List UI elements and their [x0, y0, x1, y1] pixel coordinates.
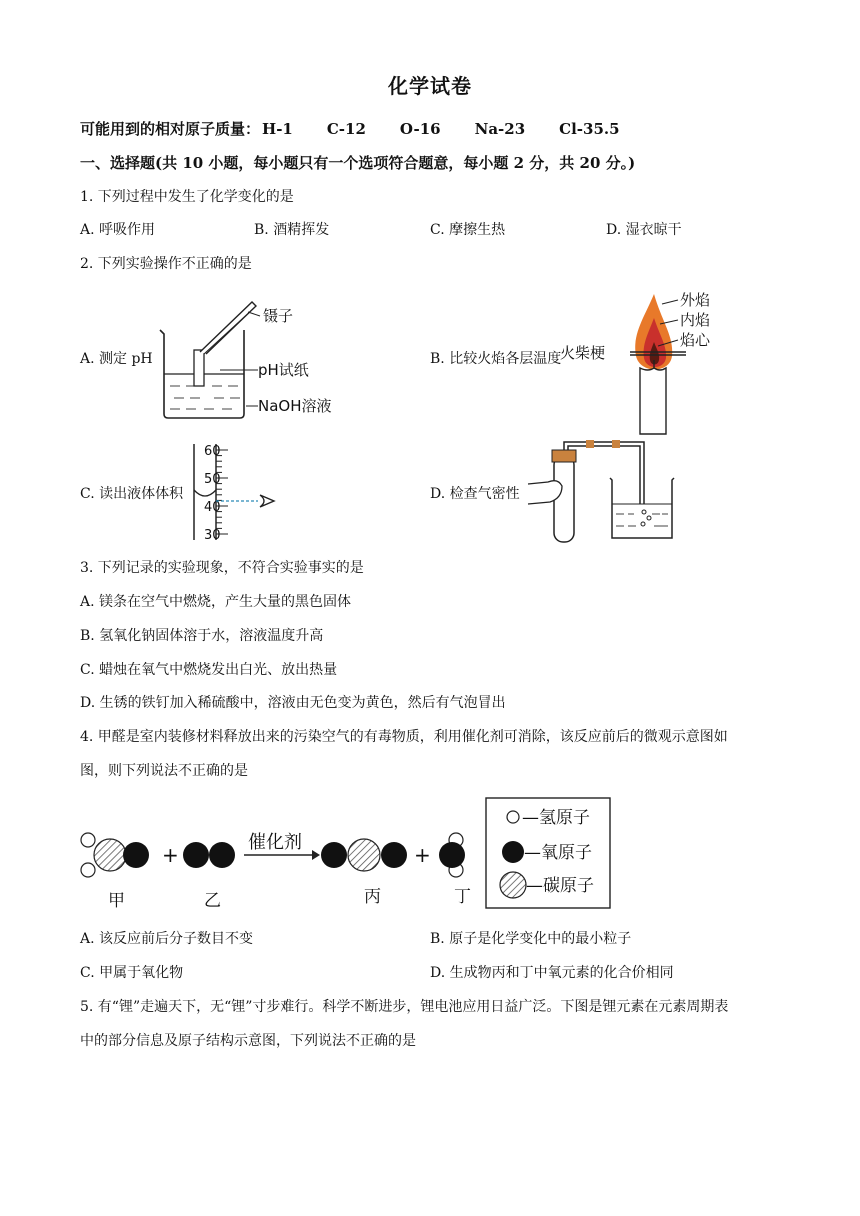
q3-option-b: B. 氢氧化钠固体溶于水，溶液温度升高	[80, 628, 324, 644]
label-ph-paper: pH试纸	[258, 361, 309, 379]
q4-option-b: B. 原子是化学变化中的最小粒子	[430, 931, 632, 947]
q2-stem: 2. 下列实验操作不正确的是	[80, 256, 252, 272]
tick-40: 40	[204, 500, 221, 515]
label-naoh-solution: NaOH溶液	[258, 397, 332, 415]
q5-stem-line1: 5. 有“锂”走遍天下，无“锂”寸步难行。科学不断进步，锂电池应用日益广泛。下图是锂元素在元素周期表	[80, 999, 729, 1015]
legend-oxygen: —氧原子	[524, 843, 592, 863]
legend-hydrogen: —氢原子	[522, 808, 590, 828]
eye-icon	[260, 495, 274, 507]
ph-test-figure	[150, 290, 350, 430]
catalyst-label: 催化剂	[248, 832, 302, 853]
label-tweezers: 镊子	[263, 307, 294, 325]
q2-option-a: A. 测定 pH	[80, 351, 153, 367]
molecule-jia	[81, 833, 149, 877]
mass-h: H-1	[262, 120, 293, 138]
label-jia: 甲	[108, 891, 125, 911]
molecule-ding	[439, 833, 465, 877]
q3-option-d: D. 生锈的铁钉加入稀硫酸中，溶液由无色变为黄色，然后有气泡冒出	[80, 695, 506, 711]
mass-o: O-16	[399, 120, 441, 138]
reaction-diagram	[76, 796, 616, 916]
q4-option-a: A. 该反应前后分子数目不变	[80, 931, 254, 947]
q1-option-b: B. 酒精挥发	[254, 222, 330, 238]
molecule-bing	[321, 839, 407, 871]
q5-stem-line2: 中的部分信息及原子结构示意图，下列说法不正确的是	[80, 1033, 416, 1049]
tick-30: 30	[204, 528, 221, 543]
q2-option-c: C. 读出液体体积	[80, 486, 184, 502]
q4-stem-line2: 图，则下列说法不正确的是	[80, 763, 248, 779]
tick-60: 60	[204, 444, 221, 459]
label-flame-core: 焰心	[680, 331, 711, 349]
atomic-mass-label: 可能用到的相对原子质量：	[80, 120, 261, 138]
mass-c: C-12	[326, 120, 366, 138]
flame-figure	[560, 288, 724, 438]
q1-option-c: C. 摩擦生热	[430, 222, 506, 238]
mass-na: Na-23	[474, 120, 526, 138]
section-heading: 一、选择题(共 10 小题，每小题只有一个选项符合题意，每小题 2 分，共 20 分。)	[80, 154, 636, 172]
q4-option-c: C. 甲属于氧化物	[80, 965, 184, 981]
mass-cl: Cl-35.5	[559, 120, 620, 138]
q3-option-c: C. 蜡烛在氧气中燃烧发出白光、放出热量	[80, 662, 338, 678]
q3-stem: 3. 下列记录的实验现象，不符合实验事实的是	[80, 560, 364, 576]
cylinder-figure	[186, 440, 286, 544]
legend-carbon: —碳原子	[526, 876, 594, 896]
q1-option-a: A. 呼吸作用	[80, 222, 156, 238]
plus-sign-1: +	[162, 843, 179, 867]
q2-option-b: B. 比较火焰各层温度	[430, 351, 562, 367]
atomic-mass-line	[80, 119, 654, 139]
q2-option-d: D. 检查气密性	[430, 486, 520, 502]
q1-stem: 1. 下列过程中发生了化学变化的是	[80, 189, 294, 205]
q1-option-d: D. 湿衣晾干	[606, 222, 682, 238]
label-bing: 丙	[364, 887, 381, 907]
label-inner-flame: 内焰	[680, 311, 711, 329]
label-yi: 乙	[204, 891, 221, 911]
page-title: 化学试卷	[388, 74, 472, 98]
label-outer-flame: 外焰	[680, 291, 711, 309]
airtightness-figure	[528, 442, 678, 546]
q4-stem-line1: 4. 甲醛是室内装修材料释放出来的污染空气的有毒物质，利用催化剂可消除，该反应前后的微观示意图如	[80, 729, 728, 745]
label-ding: 丁	[454, 887, 471, 907]
q3-option-a: A. 镁条在空气中燃烧，产生大量的黑色固体	[80, 594, 352, 610]
molecule-yi	[183, 842, 235, 868]
q4-option-d: D. 生成物丙和丁中氧元素的化合价相同	[430, 965, 674, 981]
plus-sign-2: +	[414, 843, 431, 867]
label-matchstick: 火柴梗	[560, 344, 606, 362]
tick-50: 50	[204, 472, 221, 487]
